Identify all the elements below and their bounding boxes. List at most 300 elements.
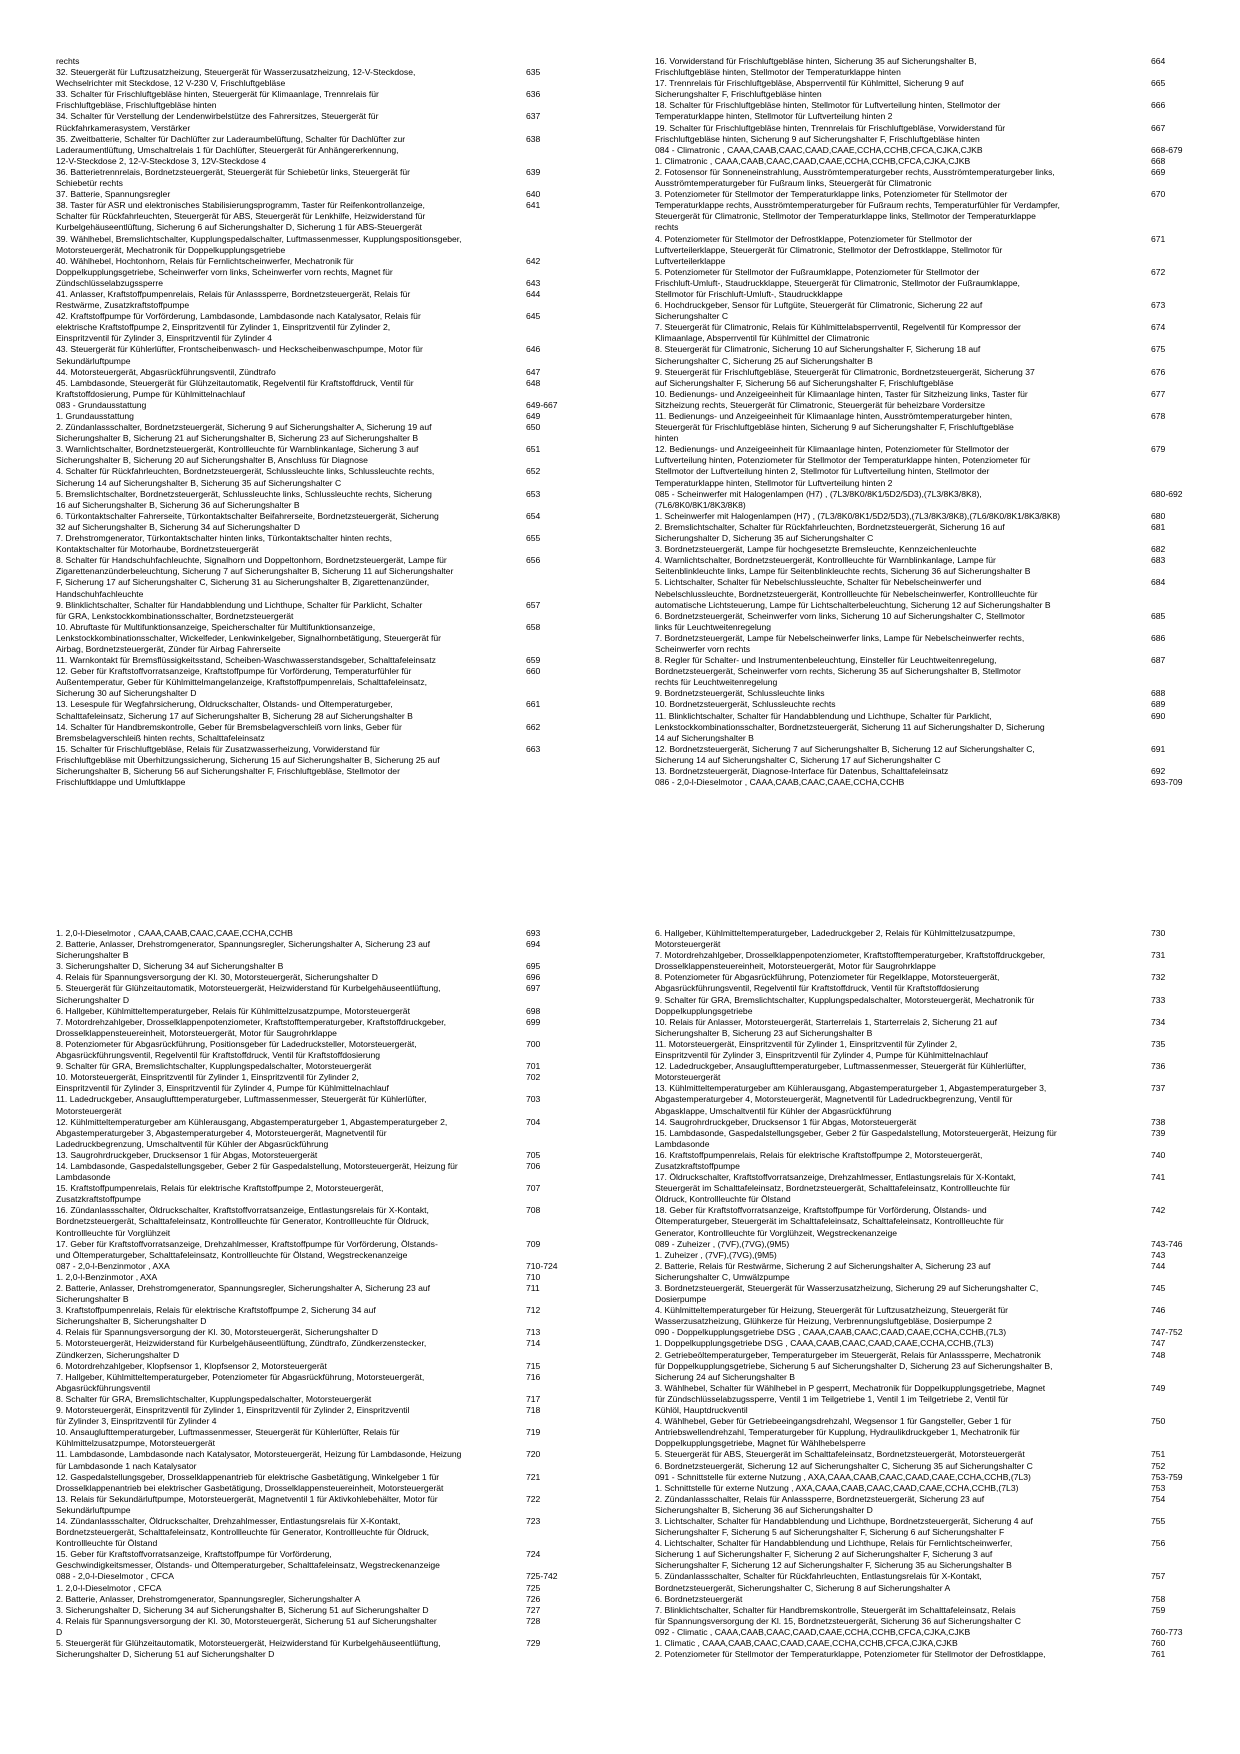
- entry-page-number: 648: [526, 377, 541, 388]
- index-entry: [655, 777, 1185, 788]
- index-entry: [655, 522, 1185, 544]
- index-entry: [56, 1361, 617, 1372]
- entry-text: 1. Doppelkupplungsgetriebe DSG , CAAA,CAAB,CAAC,CAAD,CAAE,CCHA,CCHB,(7L3): [655, 1338, 994, 1349]
- entry-text: 5. Motorsteuergerät, Heizwiderstand für Kurbelgehäuseentlüftung, Zündtrafo, Zündkerzenstecker, Zündkerzen, Sicherungshalter D: [56, 1338, 427, 1360]
- index-entry: [56, 1516, 617, 1549]
- entry-text: 6. Bordnetzsteuergerät: [655, 1593, 743, 1604]
- entry-page-number: 747: [1151, 1338, 1166, 1349]
- entry-page-number: 650: [526, 422, 541, 433]
- entry-text: 7. Hallgeber, Kühlmitteltemperaturgeber, Potenziometer für Abgasrückführung, Motorsteuergerät, Abgasrückführungsventil: [56, 1371, 425, 1393]
- entry-text: 4. Schalter für Rückfahrleuchten, Bordnetzsteuergerät, Schlussleuchte links, Schlussleuchte rechts, Sicherung 14 auf Sicherungshalter B, Sicherung 35 auf Sicherungshalter C: [56, 466, 435, 488]
- entry-page-number: 746: [1151, 1305, 1166, 1316]
- entry-text: 2. Bremslichtschalter, Schalter für Rückfahrleuchten, Bordnetzsteuergerät, Sicherung 16 auf Sicherungshalter D, Sicherung 35 auf Sicherungshalter C: [655, 521, 1005, 544]
- entry-page-number: 756: [1151, 1538, 1166, 1549]
- entry-text: 4. Wählhebel, Geber für Getriebeeingangsdrehzahl, Wegsensor 1 für Gangsteller, Geber 1 für Antriebswellendrehzahl, Temperaturgeber für Kupplung, Hydraulikdruckgeber 1, Mechatronik für Doppelkupplungsgetriebe, Magnet für Wählhebelsperre: [655, 1416, 1020, 1449]
- entry-text: 9. Schalter für GRA, Bremslichtschalter, Kupplungspedalschalter, Motorsteuergerät: [56, 1061, 372, 1072]
- entry-text: 4. Relais für Spannungsversorgung der Kl. 30, Motorsteuergerät, Sicherungshalter D: [56, 1327, 378, 1338]
- index-entry: [655, 511, 1185, 522]
- entry-text: 7. Bordnetzsteuergerät, Lampe für Nebelscheinwerfer links, Lampe für Nebelscheinwerfer rechts, Scheinwerfer vorn rechts: [655, 632, 1025, 654]
- entry-text: 4. Warnlichtschalter, Bordnetzsteuergerät, Kontrollleuchte für Warnblinkanlage, Lampe für Seitenblinkleuchte links, Lampe für Seitenblinkleuchte rechts, Sicherung 36 auf Sicherungshalter B: [655, 555, 1031, 577]
- index-entry: [56, 466, 617, 488]
- index-entry: [56, 1571, 617, 1582]
- entry-text: 36. Batterietrennrelais, Bordnetzsteuergerät, Steuergerät für Schiebetür links, Steuergerät für Schiebetür rechts: [56, 166, 410, 189]
- index-entry: [56, 256, 617, 289]
- index-entry: [655, 1017, 1185, 1039]
- entry-text: 8. Steuergerät für Climatronic, Sicherung 10 auf Sicherungshalter F, Sicherung 18 auf Sicherungshalter C, Sicherung 25 auf Sicherungshalter B: [655, 344, 981, 366]
- entry-page-number: 737: [1151, 1083, 1166, 1094]
- index-entry: [655, 1250, 1185, 1261]
- index-entry: [655, 1172, 1185, 1205]
- index-entry: [655, 544, 1185, 555]
- index-entry: [56, 1161, 617, 1183]
- entry-page-number: 690: [1151, 710, 1166, 721]
- entry-text: 11. Lambdasonde, Lambdasonde nach Katalysator, Motorsteuergerät, Heizung für Lambdasonde, Heizung für Lambdasonde 1 nach Katalysator: [56, 1449, 462, 1471]
- entry-page-number: 701: [526, 1061, 541, 1072]
- entry-page-number: 748: [1151, 1349, 1166, 1360]
- entry-page-number: 761: [1151, 1649, 1166, 1660]
- entry-page-number: 652: [526, 466, 541, 477]
- index-entry: [655, 655, 1185, 688]
- entry-page-number: 663: [526, 743, 541, 754]
- index-entry: [56, 928, 617, 939]
- entry-page-number: 669: [1151, 166, 1166, 177]
- entry-page-number: 711: [526, 1283, 540, 1293]
- entry-page-number: 733: [1151, 994, 1166, 1005]
- index-entry: [56, 89, 617, 111]
- index-entry: [56, 939, 617, 961]
- entry-text: 1. 2,0-l-Dieselmotor , CAAA,CAAB,CAAC,CAAE,CCHA,CCHB: [56, 928, 293, 938]
- entry-text: 2. Batterie, Anlasser, Drehstromgenerator, Spannungsregler, Sicherungshalter A, Sicherung 23 auf Sicherungshalter B: [56, 939, 431, 961]
- index-entry: [56, 378, 617, 400]
- index-entry: [655, 167, 1185, 189]
- entry-text: 5. Steuergerät für Glühzeitautomatik, Motorsteuergerät, Heizwiderstand für Kurbelgehäuseentlüftung, Sicherungshalter D, Sicherung 51 auf Sicherungshalter D: [56, 1638, 441, 1660]
- entry-page-number: 651: [526, 444, 541, 455]
- entry-page-number: 721: [526, 1471, 541, 1482]
- index-entry: [655, 234, 1185, 267]
- entry-page-number: 710: [526, 1271, 541, 1282]
- entry-page-number: 714: [526, 1338, 541, 1349]
- entry-page-number: 710-724: [526, 1260, 558, 1271]
- index-entry: [56, 1594, 617, 1605]
- entry-page-number: 702: [526, 1072, 541, 1083]
- index-entry: [655, 972, 1185, 994]
- entry-text: 39. Wählhebel, Bremslichtschalter, Kupplungspedalschalter, Luftmassenmesser, Kupplungspositionsgeber, Motorsteuergerät, Mechatronik für Doppelkupplungsgetriebe: [56, 233, 462, 255]
- entry-text: 8. Regler für Schalter- und Instrumentenbeleuchtung, Einsteller für Leuchtweitenregelung, Bordnetzsteuergerät, Scheinwerfer vorn rechts, Sicherung 35 auf Sicherungshalter B, Stellmotor rechts für Leuchtweitenregelung: [655, 655, 1021, 688]
- entry-text: 45. Lambdasonde, Steuergerät für Glühzeitautomatik, Regelventil für Kraftstoffdruck, Ventil für Kraftstoffdosierung, Pumpe für Kühlmittelnachlauf: [56, 377, 414, 399]
- index-entry: [655, 344, 1185, 366]
- entry-text: 15. Kraftstoffpumpenrelais, Relais für elektrische Kraftstoffpumpe 2, Motorsteuergerät, Zusatzkraftstoffpumpe: [56, 1183, 384, 1205]
- entry-text: 12. Kühlmitteltemperaturgeber am Kühlerausgang, Abgastemperaturgeber 1, Abgastemperaturgeber 2, Abgastemperaturgeber 3, Abgastemperaturgeber 4, Motorsteuergerät, Magnetventil für Ladedruckbegrenzung, Umschaltventil für Kühler der Abgasrückführung: [56, 1116, 448, 1149]
- index-entry: [56, 189, 617, 200]
- index-entry: [56, 1338, 617, 1360]
- entry-page-number: 722: [526, 1493, 541, 1504]
- entry-page-number: 744: [1151, 1260, 1166, 1271]
- index-entry: [56, 1272, 617, 1283]
- entry-text: 8. Potenziometer für Abgasrückführung, Potenziometer für Regelklappe, Motorsteuergerät, Abgasrückführungsventil, Regelventil für Kraftstoffdruck, Ventil für Kraftstoffdosierung: [655, 972, 1000, 994]
- entry-page-number: 750: [1151, 1416, 1166, 1427]
- entry-page-number: 743: [1151, 1249, 1166, 1260]
- index-entry: [56, 1305, 617, 1327]
- entry-text: 2. Batterie, Relais für Restwärme, Sicherung 2 auf Sicherungshalter A, Sicherung 23 auf Sicherungshalter C, Umwälzpumpe: [655, 1260, 991, 1282]
- entry-text: 4. Lichtschalter, Schalter für Handabblendung und Lichthupe, Relais für Fernlichtscheinwerfer, Sicherung 1 auf Sicherungshalter F, Sicherung 2 auf Sicherungshalter F, Sicherung 3 auf Sicherungshalter F, Sicherung 12 auf Sicherungshalter F, Sicherung 35 au Sicherungshalter B: [655, 1538, 1013, 1571]
- entry-page-number: 685: [1151, 610, 1166, 621]
- entry-text: 1. Climatic , CAAA,CAAB,CAAC,CAAD,CAAE,CCHA,CCHB,CFCA,CJKA,CJKB: [655, 1638, 958, 1648]
- entry-page-number: 713: [526, 1327, 541, 1338]
- entry-text: 13. Lesespule für Wegfahrsicherung, Öldruckschalter, Ölstands- und Öltemperaturgeber, Schalttafeleinsatz, Sicherung 17 auf Sicherungshalter B, Sicherung 28 auf Sicherungshalter B: [56, 699, 413, 721]
- index-quadrant-bottom-left: [56, 928, 617, 1748]
- entry-text: 3. Kraftstoffpumpenrelais, Relais für elektrische Kraftstoffpumpe 2, Sicherung 34 auf Sicherungshalter B, Sicherungshalter D: [56, 1305, 376, 1327]
- index-entry: [56, 699, 617, 721]
- index-entry: [655, 78, 1185, 100]
- index-entry: [655, 1061, 1185, 1083]
- entry-page-number: 749: [1151, 1382, 1166, 1393]
- entry-text: 10. Abruftaste für Multifunktionsanzeige, Speicherschalter für Multifunktionsanzeige, Lenkstockkombinationsschalter, Wickelfeder, Lenkwinkelgeber, Signalhornbetätigung, Steuergerät für Airbag, Bordnetzsteuergerät, Zünder für Airbag Fahrerseite: [56, 621, 442, 654]
- index-entry: [655, 1472, 1185, 1483]
- entry-text: 088 - 2,0-l-Dieselmotor , CFCA: [56, 1571, 174, 1582]
- entry-text: 15. Lambdasonde, Gaspedalstellungsgeber, Geber 2 für Gaspedalstellung, Motorsteuergerät, Heizung für Lambdasonde: [655, 1127, 1057, 1149]
- entry-page-number: 662: [526, 721, 541, 732]
- entry-text: 10. Ansauglufttemperaturgeber, Luftmassenmesser, Steuergerät für Kühlerlüfter, Relais für Kühlmittelzusatzpumpe, Motorsteuergerät: [56, 1427, 400, 1449]
- entry-page-number: 649-667: [526, 399, 558, 410]
- index-entry: [56, 311, 617, 344]
- index-entry: [655, 156, 1185, 167]
- index-entry: [56, 655, 617, 666]
- entry-page-number: 693-709: [1151, 777, 1183, 788]
- entry-text: 11. Ladedruckgeber, Ansauglufttemperaturgeber, Luftmassenmesser, Steuergerät für Kühlerlüfter, Motorsteuergerät: [56, 1094, 427, 1116]
- entry-page-number: 726: [526, 1593, 541, 1604]
- entry-text: 13. Relais für Sekundärluftpumpe, Motorsteuergerät, Magnetventil 1 für Aktivkohlebehälter, Motor für Sekundärluftpumpe: [56, 1493, 438, 1515]
- entry-page-number: 741: [1151, 1172, 1166, 1183]
- entry-page-number: 723: [526, 1515, 541, 1526]
- index-entry: [56, 722, 617, 744]
- entry-page-number: 731: [1151, 950, 1166, 961]
- entry-text: 17. Geber für Kraftstoffvorratsanzeige, Drehzahlmesser, Kraftstoffpumpe für Vorförderung, Ölstands- und Öltemperaturgeber, Schalttafeleinsatz, Kontrollleuchte für Ölstand, Wegstreckenanzeige: [56, 1238, 438, 1260]
- index-entry: [56, 1017, 617, 1039]
- index-entry: [56, 1449, 617, 1471]
- entry-page-number: 667: [1151, 122, 1166, 133]
- entry-text: 6. Motordrehzahlgeber, Klopfsensor 1, Klopfsensor 2, Motorsteuergerät: [56, 1360, 327, 1371]
- index-entry: [56, 67, 617, 89]
- index-entry: [56, 1472, 617, 1494]
- entry-text: 40. Wählhebel, Hochtonhorn, Relais für Fernlichtscheinwerfer, Mechatronik für Doppelkupplungsgetriebe, Scheinwerfer vorn links, Scheinwerfer vorn rechts, Magnet für Zündschlüsselabzugssperre: [56, 255, 393, 288]
- entry-text: 33. Schalter für Frischluftgebläse hinten, Steuergerät für Klimaanlage, Trennrelais für Frischluftgebläse, Frischluftgebläse hinten: [56, 89, 379, 111]
- entry-text: 9. Blinklichtschalter, Schalter für Handabblendung und Lichthupe, Schalter für Parklicht, Schalter für GRA, Lenkstockkombinationsschalter, Bordnetzsteuergerät: [56, 599, 423, 621]
- entry-page-number: 645: [526, 311, 541, 322]
- index-entry: [655, 322, 1185, 344]
- entry-page-number: 660: [526, 666, 541, 677]
- entry-page-number: 715: [526, 1360, 541, 1371]
- entry-page-number: 655: [526, 533, 541, 544]
- entry-page-number: 718: [526, 1405, 541, 1416]
- entry-page-number: 758: [1151, 1593, 1166, 1604]
- index-entry: [655, 100, 1185, 122]
- index-entry: [56, 1638, 617, 1660]
- entry-page-number: 743-746: [1151, 1238, 1183, 1249]
- index-entry: [56, 1616, 617, 1638]
- index-entry: [655, 995, 1185, 1017]
- index-entry: [655, 1483, 1185, 1494]
- index-entry: [655, 123, 1185, 145]
- entry-page-number: 684: [1151, 577, 1166, 588]
- entry-text: 10. Bedienungs- und Anzeigeeinheit für Klimaanlage hinten, Taster für Sitzheizung links, Taster für Sitzheizung rechts, Steuergerät für Climatronic, Steuergerät für beheizbare Vordersitze: [655, 388, 1028, 410]
- index-entry: [655, 1649, 1185, 1660]
- index-entry: [655, 1605, 1185, 1627]
- entry-page-number: 747-752: [1151, 1327, 1183, 1338]
- entry-text: 14. Saugrohrdruckgeber, Drucksensor 1 für Abgas, Motorsteuergerät: [655, 1116, 917, 1127]
- index-entry: [56, 666, 617, 699]
- entry-page-number: 700: [526, 1038, 541, 1049]
- entry-page-number: 678: [1151, 411, 1166, 421]
- entry-text: 084 - Climatronic , CAAA,CAAB,CAAC,CAAD,CAAE,CCHA,CCHB,CFCA,CJKA,CJKB: [655, 144, 983, 155]
- index-entry: [655, 744, 1185, 766]
- entry-page-number: 668: [1151, 155, 1166, 166]
- entry-text: 10. Relais für Anlasser, Motorsteuergerät, Starterrelais 1, Starterrelais 2, Sicherung 21 auf Sicherungshalter B, Sicherung 23 auf Sicherungshalter B: [655, 1016, 998, 1038]
- index-entry: [56, 1094, 617, 1116]
- entry-text: 1. Grundausstattung: [56, 411, 134, 421]
- entry-page-number: 712: [526, 1305, 541, 1316]
- index-entry: [655, 1416, 1185, 1449]
- index-entry: [56, 1283, 617, 1305]
- index-entry: [655, 145, 1185, 156]
- entry-text: 1. Zuheizer , (7VF),(7VG),(9M5): [655, 1249, 777, 1260]
- entry-page-number: 719: [526, 1427, 541, 1438]
- index-entry: [655, 1239, 1185, 1250]
- entry-page-number: 677: [1151, 388, 1166, 399]
- entry-page-number: 683: [1151, 555, 1166, 566]
- index-entry: [56, 961, 617, 972]
- entry-page-number: 674: [1151, 322, 1166, 333]
- entry-text: 13. Saugrohrdruckgeber, Drucksensor 1 für Abgas, Motorsteuergerät: [56, 1149, 318, 1160]
- entry-text: 15. Schalter für Frischluftgebläse, Relais für Zusatzwasserheizung, Vorwiderstand für Frischluftgebläse mit Überhitzungssicherung, Sicherung 15 auf Sicherungshalter B, Sicherung 25 auf Sicherungshalter B, Sicherung 56 auf Sicherungshalter F, Frischluftgebläse, Stellmotor der Frischluftklappe und Umluftklappe: [56, 743, 440, 788]
- index-entry: [655, 1205, 1185, 1238]
- entry-text: 38. Taster für ASR und elektronisches Stabilisierungsprogramm, Taster für Reifenkontrollanzeige, Schalter für Rückfahrleuchten, Steuergerät für ABS, Steuergerät für Lenkhilfe, Heizwiderstand für Kurbelgehäuseentlüftung, Sicherung 6 auf Sicherungshalter D, Sicherung 1 für ABS-Steuergerät: [56, 200, 426, 233]
- index-entry: [655, 1638, 1185, 1649]
- entry-text: 091 - Schnittstelle für externe Nutzung , AXA,CAAA,CAAB,CAAC,CAAD,CAAE,CCHA,CCHB,(7L3): [655, 1471, 1031, 1482]
- entry-page-number: 691: [1151, 743, 1166, 754]
- index-entry: [56, 1494, 617, 1516]
- index-entry: [56, 344, 617, 366]
- index-entry: [56, 972, 617, 983]
- entry-page-number: 665: [1151, 78, 1166, 89]
- index-entry: [56, 511, 617, 533]
- entry-page-number: 653: [526, 488, 541, 499]
- index-entry: [655, 1283, 1185, 1305]
- entry-text: 2. Zündanlassschalter, Bordnetzsteuergerät, Sicherung 9 auf Sicherungshalter A, Sicherung 19 auf Sicherungshalter B, Sicherung 21 auf Sicherungshalter B, Sicherung 23 auf Sicherungshalter B: [56, 422, 432, 444]
- entry-page-number: 649: [526, 411, 541, 421]
- index-entry: [655, 267, 1185, 300]
- entry-text: 17. Öldruckschalter, Kraftstoffvorratsanzeige, Drehzahlmesser, Entlastungsrelais für X-Kontakt, Steuergerät im Schalttafeleinsatz, Bordnetzsteuergerät, Schalttafeleinsatz, Kontrollleuchte für Öldruck, Kontrollleuchte für Ölstand: [655, 1172, 1016, 1205]
- entry-text: 092 - Climatic , CAAA,CAAB,CAAC,CAAD,CAAE,CCHA,CCHB,CFCA,CJKA,CJKB: [655, 1626, 971, 1637]
- entry-page-number: 730: [1151, 928, 1166, 938]
- entry-text: 12. Geber für Kraftstoffvorratsanzeige, Kraftstoffpumpe für Vorförderung, Temperaturfühler für Außentemperatur, Geber für Kühlmittelmangelanzeige, Kraftstoffpumpenrelais, Schalttafeleinsatz, Sicherung 30 auf Sicherungshalter D: [56, 666, 428, 699]
- entry-text: 086 - 2,0-l-Dieselmotor , CAAA,CAAB,CAAC,CAAE,CCHA,CCHB: [655, 777, 905, 788]
- entry-text: 44. Motorsteuergerät, Abgasrückführungsventil, Zündtrafo: [56, 366, 276, 377]
- index-entry: [655, 444, 1185, 488]
- entry-text: 8. Potenziometer für Abgasrückführung, Positionsgeber für Ladedrucksteller, Motorsteuergerät, Abgasrückführungsventil, Regelventil für Kraftstoffdruck, Ventil für Kraftstoffdosierung: [56, 1038, 417, 1061]
- entry-page-number: 753: [1151, 1482, 1166, 1493]
- entry-text: 6. Hallgeber, Kühlmitteltemperaturgeber, Relais für Kühlmittelzusatzpumpe, Motorsteuergerät: [56, 1005, 410, 1016]
- entry-page-number: 751: [1151, 1449, 1166, 1460]
- entry-text: 2. Batterie, Anlasser, Drehstromgenerator, Spannungsregler, Sicherungshalter A, Sicherung 23 auf Sicherungshalter B: [56, 1283, 431, 1305]
- entry-page-number: 672: [1151, 266, 1166, 277]
- index-entry: [56, 1583, 617, 1594]
- index-entry: [56, 744, 617, 788]
- index-entry: [655, 766, 1185, 777]
- entry-text: 5. Potenziometer für Stellmotor der Fußraumklappe, Potenziometer für Stellmotor der Frischluft-Umluft-, Staudruckklappe, Steuergerät für Climatronic, Stellmotor der Fußraumklappe, Stellmotor für Frischluft-Umluft-, Staudruckklappe: [655, 266, 1020, 299]
- entry-page-number: 664: [1151, 56, 1166, 66]
- index-entry: [655, 1571, 1185, 1593]
- index-entry: [56, 134, 617, 167]
- index-entry: [655, 367, 1185, 389]
- index-quadrant-bottom-right: [655, 928, 1185, 1748]
- entry-page-number: 642 643: [526, 255, 541, 288]
- entry-text: 19. Schalter für Frischluftgebläse hinten, Trennrelais für Frischluftgebläse, Vorwiderstand für Frischluftgebläse hinten, Sicherung 9 auf Sicherungshalter F, Frischluftgebläse hinten: [655, 122, 1006, 144]
- entry-page-number: 759: [1151, 1604, 1166, 1615]
- index-entry: [655, 555, 1185, 577]
- entry-text: 14. Lambdasonde, Gaspedalstellungsgeber, Geber 2 für Gaspedalstellung, Motorsteuergerät, Heizung für Lambdasonde: [56, 1160, 458, 1183]
- index-entry: [655, 1128, 1185, 1150]
- index-entry: [56, 444, 617, 466]
- entry-page-number: 697: [526, 983, 541, 994]
- index-entry: [56, 1549, 617, 1571]
- entry-text: 6. Hochdruckgeber, Sensor für Luftgüte, Steuergerät für Climatronic, Sicherung 22 auf Sicherungshalter C: [655, 300, 983, 322]
- index-quadrant-top-right: [655, 56, 1185, 846]
- index-entry: [655, 928, 1185, 950]
- index-entry: [56, 1072, 617, 1094]
- entry-text: 16. Zündanlassschalter, Öldruckschalter, Kraftstoffvorratsanzeige, Entlastungsrelais für X-Kontakt, Bordnetzsteuergerät, Schalttafeleinsatz, Kontrollleuchte für Generator, Kontrollleuchte für Öldruck, Kontrollleuchte für Vorglühzeit: [56, 1205, 430, 1238]
- entry-page-number: 740: [1151, 1149, 1166, 1160]
- entry-text: 5. Zündanlassschalter, Schalter für Rückfahrleuchten, Entlastungsrelais für X-Kontakt, Bordnetzsteuergerät, Sicherungshalter C, Sicherung 8 auf Sicherungshalter A: [655, 1571, 982, 1593]
- entry-page-number: 729: [526, 1638, 541, 1648]
- entry-text: 11. Motorsteuergerät, Einspritzventil für Zylinder 1, Einspritzventil für Zylinder 2, Einspritzventil für Zylinder 3, Einspritzventil für Zylinder 4, Pumpe für Kühlmittelnachlauf: [655, 1038, 988, 1061]
- entry-page-number: 728: [526, 1615, 541, 1626]
- entry-text: 12. Gaspedalstellungsgeber, Drosselklappenantrieb für elektrische Gasbetätigung, Winkelgeber 1 für Drosselklappenantrieb bei elektrischer Gasbetätigung, Drosselklappensteuereinheit, Motorsteuergerät: [56, 1471, 444, 1493]
- entry-page-number: 732: [1151, 972, 1166, 983]
- index-entry: [56, 1006, 617, 1017]
- entry-page-number: 735: [1151, 1038, 1166, 1049]
- entry-page-number: 725-742: [526, 1571, 558, 1582]
- entry-page-number: 640: [526, 189, 541, 200]
- index-entry: [56, 1150, 617, 1161]
- entry-text: 2. Getriebeöltemperaturgeber, Temperaturgeber im Steuergerät, Relais für Anlasssperre, Mechatronik für Doppelkupplungsgetriebe, Sicherung 5 auf Sicherungshalter D, Sicherung 23 auf Sicherungshalter B, Sicherung 24 auf Sicherungshalter B: [655, 1349, 1053, 1382]
- entry-page-number: 671: [1151, 233, 1166, 244]
- entry-text: 41. Anlasser, Kraftstoffpumpenrelais, Relais für Anlasssperre, Bordnetzsteuergerät, Relais für Restwärme, Zusatzkraftstoffpumpe: [56, 288, 411, 311]
- entry-page-number: 717: [526, 1393, 541, 1404]
- entry-page-number: 673: [1151, 300, 1166, 311]
- entry-page-number: 661: [526, 699, 541, 710]
- entry-text: rechts: [56, 56, 80, 66]
- entry-page-number: 680: [1151, 510, 1166, 521]
- entry-text: 3. Warnlichtschalter, Bordnetzsteuergerät, Kontrollleuchte für Warnblinkanlage, Sicherung 3 auf Sicherungshalter B, Sicherung 20 auf Sicherungshalter B, Anschluss für Diagnose: [56, 444, 419, 466]
- entry-page-number: 694: [526, 939, 541, 950]
- index-entry: [655, 1039, 1185, 1061]
- entry-text: 42. Kraftstoffpumpe für Vorförderung, Lambdasonde, Lambdasonde nach Katalysator, Relais für elektrische Kraftstoffpumpe 2, Einspritzventil für Zylinder 1, Einspritzventil für Zylinder 2, Einspritzventil für Zylinder 3, Einspritzventil für Zylinder 4: [56, 311, 421, 344]
- entry-text: 3. Sicherungshalter D, Sicherung 34 auf Sicherungshalter B: [56, 961, 284, 972]
- entry-page-number: 724: [526, 1549, 541, 1560]
- entry-text: 090 - Doppelkupplungsgetriebe DSG , CAAA,CAAB,CAAC,CAAD,CAAE,CCHA,CCHB,(7L3): [655, 1327, 1007, 1338]
- index-entry: [56, 622, 617, 655]
- entry-page-number: 675: [1151, 344, 1166, 355]
- entry-page-number: 639: [526, 166, 541, 177]
- entry-page-number: 670: [1151, 189, 1166, 200]
- entry-text: 7. Blinklichtschalter, Schalter für Handbremskontrolle, Steuergerät im Schalttafeleinsatz, Relais für Spannungsversorgung der Kl. 15, Bordnetzsteuergerät, Sicherung 36 auf Sicherungshalter C: [655, 1604, 1021, 1626]
- entry-text: 2. Potenziometer für Stellmotor der Temperaturklappe, Potenziometer für Stellmotor der Defrostklappe,: [655, 1649, 1046, 1660]
- entry-page-number: 753-759: [1151, 1471, 1183, 1482]
- index-entry: [56, 489, 617, 511]
- entry-page-number: 658: [526, 621, 541, 632]
- index-entry: [655, 611, 1185, 633]
- index-entry: [655, 1461, 1185, 1472]
- index-entry: [655, 1350, 1185, 1383]
- index-entry: [655, 411, 1185, 444]
- entry-page-number: 704: [526, 1116, 541, 1127]
- entry-text: 3. Sicherungshalter D, Sicherung 34 auf Sicherungshalter B, Sicherung 51 auf Sicherungshalter D: [56, 1604, 429, 1615]
- index-entry: [655, 56, 1185, 78]
- entry-page-number: 656: [526, 555, 541, 566]
- entry-text: 9. Bordnetzsteuergerät, Schlussleuchte links: [655, 688, 825, 699]
- entry-text: 11. Blinklichtschalter, Schalter für Handabblendung und Lichthupe, Schalter für Parklicht, Lenkstockkombinationsschalter, Bordnetzsteuergerät, Sicherung 11 auf Sicherungshalter D, Sicherung 14 auf Sicherungshalter B: [655, 710, 1045, 743]
- entry-page-number: 739: [1151, 1127, 1166, 1138]
- entry-text: 6. Hallgeber, Kühlmitteltemperaturgeber, Ladedruckgeber 2, Relais für Kühlmittelzusatzpumpe, Motorsteuergerät: [655, 928, 1016, 950]
- entry-page-number: 707: [526, 1183, 541, 1194]
- entry-text: 1. Scheinwerfer mit Halogenlampen (H7) , (7L3/8K0/8K1/5D2/5D3),(7L3/8K3/8K8),(7L6/8K0/8K1/8K3/8K8): [655, 510, 1061, 521]
- index-entry: [56, 983, 617, 1005]
- entry-text: 16. Kraftstoffpumpenrelais, Relais für elektrische Kraftstoffpumpe 2, Motorsteuergerät, Zusatzkraftstoffpumpe: [655, 1149, 983, 1171]
- index-entry: [655, 489, 1185, 511]
- index-entry: [56, 111, 617, 133]
- entry-text: 12. Bordnetzsteuergerät, Sicherung 7 auf Sicherungshalter B, Sicherung 12 auf Sicherungshalter C, Sicherung 14 auf Sicherungshalter C, Sicherung 17 auf Sicherungshalter C: [655, 743, 1035, 765]
- index-entry: [56, 1061, 617, 1072]
- entry-page-number: 676: [1151, 366, 1166, 377]
- entry-text: 16. Vorwiderstand für Frischluftgebläse hinten, Sicherung 35 auf Sicherungshalter B, Frischluftgebläse hinten, Stellmotor der Temperaturklappe hinten: [655, 56, 977, 78]
- index-entry: [655, 1594, 1185, 1605]
- entry-page-number: 742: [1151, 1205, 1166, 1216]
- index-entry: [655, 1449, 1185, 1460]
- entry-text: 5. Lichtschalter, Schalter für Nebelschlussleuchte, Schalter für Nebelscheinwerfer und Nebelschlussleuchte, Bordnetzsteuergerät, Kontrollleuchte für Nebelscheinwerfer, Kontrollleuchte für automatische Lichtsteuerung, Lampe für Lichtschalterbeleuchtung, Sicherung 12 auf Sicherungshalter B: [655, 577, 1051, 610]
- entry-page-number: 709: [526, 1238, 541, 1249]
- entry-page-number: 725: [526, 1582, 541, 1593]
- entry-text: 4. Kühlmitteltemperaturgeber für Heizung, Steuergerät für Luftzusatzheizung, Steuergerät für Wasserzusatzheizung, Glühkerze für Heizung, Verbrennungsluftgebläse, Dosierpumpe 2: [655, 1305, 1009, 1327]
- entry-text: 2. Batterie, Anlasser, Drehstromgenerator, Spannungsregler, Sicherungshalter A: [56, 1593, 361, 1604]
- entry-text: 9. Schalter für GRA, Bremslichtschalter, Kupplungspedalschalter, Motorsteuergerät, Mechatronik für Doppelkupplungsgetriebe: [655, 994, 1035, 1016]
- entry-page-number: 720: [526, 1449, 541, 1460]
- index-entry: [56, 1117, 617, 1150]
- entry-text: 8. Schalter für GRA, Bremslichtschalter, Kupplungspedalschalter, Motorsteuergerät: [56, 1393, 372, 1404]
- entry-page-number: 757: [1151, 1571, 1166, 1582]
- entry-text: 9. Motorsteuergerät, Einspritzventil für Zylinder 1, Einspritzventil für Zylinder 2, Einspritzventil für Zylinder 3, Einspritzventil für Zylinder 4: [56, 1405, 410, 1427]
- index-entry: [655, 1083, 1185, 1116]
- index-entry: [56, 200, 617, 233]
- entry-page-number: 752: [1151, 1460, 1166, 1471]
- entry-page-number: 708: [526, 1205, 541, 1216]
- entry-text: 14. Zündanlassschalter, Öldruckschalter, Drehzahlmesser, Entlastungsrelais für X-Kontakt, Bordnetzsteuergerät, Schalttafeleinsatz, Kontrollleuchte für Generator, Kontrollleuchte für Öldruck, Kontrollleuchte für Ölstand: [56, 1515, 430, 1549]
- entry-text: 6. Bordnetzsteuergerät, Scheinwerfer vorn links, Sicherung 10 auf Sicherungshalter C, Stellmotor links für Leuchtweitenregelung: [655, 610, 1025, 632]
- entry-text: 3. Lichtschalter, Schalter für Handabblendung und Lichthupe, Bordnetzsteuergerät, Sicherung 4 auf Sicherungshalter F, Sicherung 5 auf Sicherungshalter F, Sicherung 6 auf Sicherungshalter F: [655, 1515, 1033, 1538]
- entry-page-number: 736: [1151, 1061, 1166, 1072]
- index-entry: [655, 1383, 1185, 1416]
- index-entry: [655, 1261, 1185, 1283]
- entry-page-number: 703: [526, 1094, 541, 1105]
- index-entry: [655, 688, 1185, 699]
- entry-text: 5. Bremslichtschalter, Bordnetzsteuergerät, Schlussleuchte links, Schlussleuchte rechts, Sicherung 16 auf Sicherungshalter B, Sicherung 36 auf Sicherungshalter B: [56, 488, 432, 510]
- entry-text: 18. Geber für Kraftstoffvorratsanzeige, Kraftstoffpumpe für Vorförderung, Ölstands- und Öltemperaturgeber, Steuergerät im Schalttafeleinsatz, Schalttafeleinsatz, Kontrollleuchte für Generator, Kontrollleuchte für Vorglühzeit, Wegstreckenanzeige: [655, 1205, 1004, 1238]
- entry-text: 8. Schalter für Handschuhfachleuchte, Signalhorn und Doppeltonhorn, Bordnetzsteuergerät, Lampe für Zigarettenanzünderbeleuchtung, Sicherung 7 auf Sicherungshalter B, Sicherung 11 auf Sicherungshalter F, Sicherung 17 auf Sicherungshalter C, Sicherung 31 au Sicherungshalter B, Zigarettenanzünder, Handschuhfachleuchte: [56, 555, 454, 599]
- entry-text: 7. Drehstromgenerator, Türkontaktschalter hinten links, Türkontaktschalter hinten rechts, Kontaktschalter für Motorhaube, Bordnetzsteuergerät: [56, 533, 392, 555]
- entry-text: 7. Steuergerät für Climatronic, Relais für Kühlmittelabsperrventil, Regelventil für Kompressor der Klimaanlage, Absperrventil für Kühlmittel der Climatronic: [655, 322, 1021, 344]
- index-entry: [56, 1205, 617, 1238]
- entry-page-number: 692: [1151, 766, 1166, 776]
- entry-text: 4. Relais für Spannungsversorgung der Kl. 30, Motorsteuergerät, Sicherung 51 auf Sicherungshalter D: [56, 1615, 437, 1637]
